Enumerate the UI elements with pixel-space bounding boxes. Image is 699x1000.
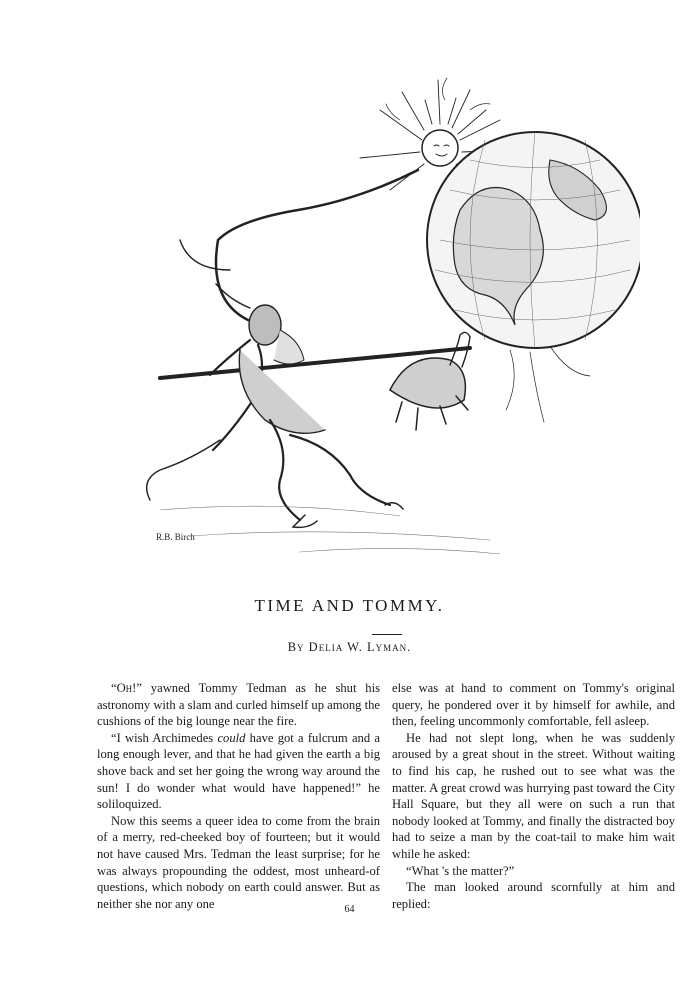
- article-byline: By Delia W. Lyman.: [287, 640, 412, 654]
- paragraph-lead: “Oh!”: [111, 681, 142, 695]
- paragraph: [97, 730, 380, 813]
- paragraph-text: yawned Tommy Tedman as he shut his astronomy with a slam and curled himself up among the cushions of the big lounge near the fire.: [97, 681, 380, 729]
- illustration-archimedes-lever: [140, 40, 640, 560]
- paragraph-text: have got a fulcrum and a long enough lever, and that he had given the earth a big shove back and set her going the wrong way around the sun! I do wonder what would have happened!” he soliloquized.: [97, 730, 380, 812]
- paragraph: else was at hand to comment on Tommy's original query, he pondered over it by himself for awhile, and then, feeling uncommonly comfortable, fell asleep.: [392, 681, 675, 729]
- turtle-fulcrum-drawing: [390, 332, 470, 430]
- archimedes-figure-drawing: [147, 170, 418, 527]
- paragraph: “What 's the matter?”: [406, 863, 515, 878]
- article-title: TIME AND TOMMY.: [254, 596, 445, 615]
- paragraph: The man looked around scornfully at him and replied:: [392, 880, 675, 911]
- text-column-right: [392, 680, 675, 912]
- paragraph: [97, 680, 380, 730]
- page-number: 64: [344, 904, 355, 915]
- artist-signature: R.B. Birch: [156, 532, 195, 542]
- paragraph: He had not slept long, when he was suddenly aroused by a great shout in the street. Without waiting to find his cap, he rushed out to see what was the matter. A great crowd was hurrying past toward the City Hall Square, but they all were on such a run that nobody looked at Tommy, and finally the distracted boy had to seize a man by the coat-tail to make him wait while he asked:: [392, 730, 675, 861]
- paragraph: Now this seems a queer idea to come from the brain of a merry, red-cheeked boy of fourteen; but it would not have caused Mrs. Tedman the least surprise; for he was always propounding the oddest, most unheard-of questions, which nobody on earth could answer. But as neither she nor any one: [97, 813, 380, 911]
- emphasis-word: could: [217, 730, 246, 745]
- text-column-left: [97, 680, 380, 912]
- paragraph-text: “I wish Archimedes: [111, 730, 218, 745]
- title-rule: [372, 634, 402, 635]
